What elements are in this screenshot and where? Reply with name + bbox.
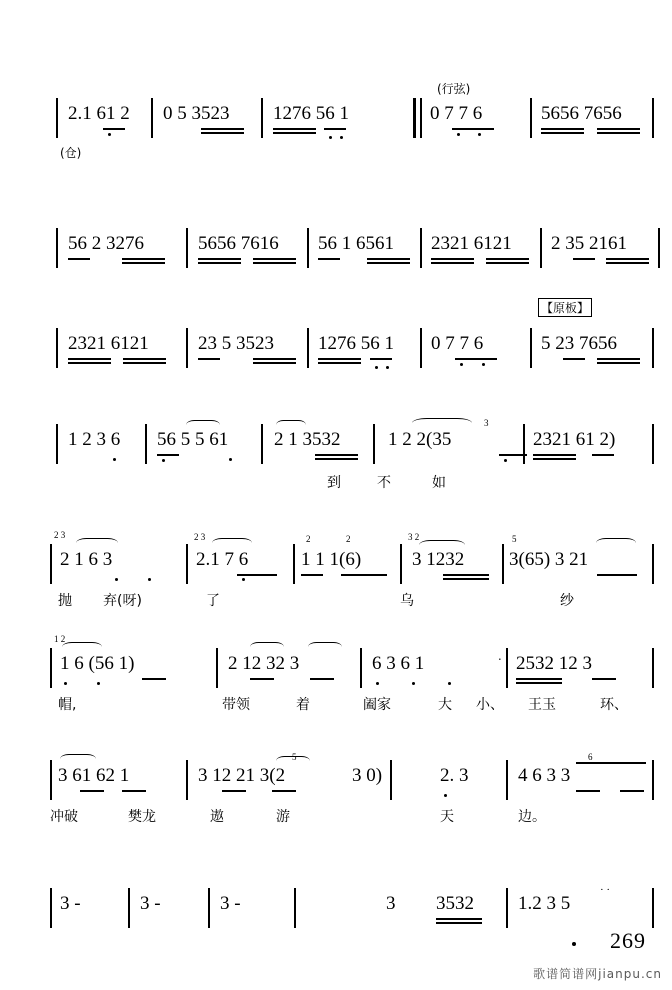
beam bbox=[201, 132, 244, 134]
lyric-syllable: 到 bbox=[327, 475, 341, 491]
barline bbox=[420, 98, 422, 138]
beam bbox=[80, 790, 104, 792]
music-system-4 bbox=[0, 418, 672, 498]
triplet-marker: 3 bbox=[484, 418, 489, 428]
lyric-syllable: 王玉 bbox=[528, 697, 556, 713]
beam bbox=[324, 128, 346, 130]
beam bbox=[198, 262, 241, 264]
beam bbox=[341, 574, 387, 576]
grace-note: 3 2 bbox=[408, 532, 420, 542]
slur bbox=[212, 538, 252, 548]
beam bbox=[592, 678, 616, 680]
barline bbox=[523, 424, 525, 464]
note-dot bbox=[444, 794, 447, 797]
lyric-syllable: 乌 bbox=[400, 593, 414, 609]
slur bbox=[186, 420, 220, 430]
slur bbox=[412, 418, 472, 428]
music-system-1 bbox=[0, 82, 672, 162]
beam bbox=[68, 258, 90, 260]
quintuplet-marker: 5 bbox=[292, 752, 297, 762]
beam bbox=[486, 258, 529, 260]
barline bbox=[307, 228, 309, 268]
beam bbox=[253, 362, 296, 364]
beam bbox=[310, 678, 334, 680]
lyric-syllable: 帽, bbox=[58, 697, 77, 713]
beam bbox=[253, 258, 296, 260]
beam bbox=[367, 258, 410, 260]
measure-note-group: 2 1 3532 bbox=[274, 429, 341, 450]
barline bbox=[293, 544, 295, 584]
grace-note: 2 3 bbox=[54, 530, 66, 540]
note-dot bbox=[482, 363, 485, 366]
barline bbox=[652, 760, 654, 800]
beam bbox=[122, 790, 146, 792]
measure-note-group: 3 - bbox=[60, 893, 81, 914]
watermark bbox=[533, 965, 662, 982]
measure-note-group: 3532 bbox=[436, 893, 474, 914]
lyric-syllable: 阖家 bbox=[363, 697, 391, 713]
measure-note-group: 5656 7616 bbox=[198, 233, 279, 254]
measure-note-group: 2 35 2161 bbox=[551, 233, 627, 254]
barline bbox=[658, 228, 660, 268]
beam bbox=[436, 922, 482, 924]
barline bbox=[307, 328, 309, 368]
beam bbox=[452, 128, 494, 130]
quintuplet-marker: 5 bbox=[512, 534, 517, 544]
beam bbox=[431, 258, 474, 260]
measure-note-group: 5656 7656 bbox=[541, 103, 622, 124]
beam bbox=[142, 678, 166, 680]
beam bbox=[576, 762, 646, 764]
beam bbox=[301, 574, 323, 576]
barline bbox=[50, 888, 52, 928]
barline bbox=[400, 544, 402, 584]
lyric-syllable: 天 bbox=[440, 809, 454, 825]
lyric-syllable: 樊龙 bbox=[128, 809, 156, 825]
measure-note-group: 2532 12 3 bbox=[516, 653, 592, 674]
beam bbox=[122, 258, 165, 260]
beam bbox=[315, 458, 358, 460]
beam bbox=[597, 362, 640, 364]
barline bbox=[50, 544, 52, 584]
beam bbox=[597, 358, 640, 360]
measure-note-group: 0 7 7 6 bbox=[430, 103, 483, 124]
note-dot bbox=[108, 133, 111, 136]
beam bbox=[122, 262, 165, 264]
beam bbox=[443, 578, 489, 580]
measure-note-group: 2 12 32 3 bbox=[228, 653, 300, 674]
measure-note-group: 1 6 (56 1) bbox=[60, 653, 135, 674]
note-dot bbox=[340, 136, 343, 139]
measure-note-group: 2321 61 2) bbox=[533, 429, 616, 450]
measure-note-group: 1276 56 1 bbox=[318, 333, 394, 354]
measure-note-group: 2321 6121 bbox=[68, 333, 149, 354]
note-dot bbox=[115, 578, 118, 581]
beam bbox=[237, 574, 277, 576]
barline bbox=[540, 228, 542, 268]
beam bbox=[563, 358, 585, 360]
beam bbox=[541, 132, 584, 134]
barline bbox=[56, 228, 58, 268]
measure-note-group: 56 5 5 61 bbox=[157, 429, 229, 450]
barline bbox=[652, 98, 654, 138]
barline bbox=[530, 328, 532, 368]
beam bbox=[123, 358, 166, 360]
music-system-6 bbox=[0, 634, 672, 720]
slur bbox=[276, 756, 310, 766]
lyric-syllable: 着 bbox=[296, 697, 310, 713]
barline bbox=[186, 228, 188, 268]
beam bbox=[318, 258, 340, 260]
barline bbox=[294, 888, 296, 928]
note-dot bbox=[375, 366, 378, 369]
staccato-marks: · · bbox=[600, 884, 611, 896]
note-dot bbox=[242, 578, 245, 581]
beam bbox=[315, 454, 358, 456]
slur bbox=[62, 642, 102, 652]
measure-note-group: 5 23 7656 bbox=[541, 333, 617, 354]
beam bbox=[592, 454, 614, 456]
barline bbox=[50, 760, 52, 800]
beam bbox=[253, 262, 296, 264]
note-dot bbox=[329, 136, 332, 139]
beam bbox=[370, 358, 392, 360]
barline-repeat bbox=[413, 98, 416, 138]
beam bbox=[201, 128, 244, 130]
music-system-3 bbox=[0, 301, 672, 382]
lyric-syllable: 大 bbox=[438, 697, 452, 713]
measure-note-group: 2.1 61 2 bbox=[68, 103, 130, 124]
beam bbox=[250, 678, 274, 680]
slur bbox=[76, 538, 118, 548]
lyric-syllable: 如 bbox=[432, 475, 446, 491]
measure-note-group: 2 1 6 3 bbox=[60, 549, 113, 570]
beam bbox=[576, 790, 600, 792]
barline bbox=[128, 888, 130, 928]
beam bbox=[597, 132, 640, 134]
note-dot bbox=[504, 459, 507, 462]
barline bbox=[261, 98, 263, 138]
note-dot bbox=[412, 682, 415, 685]
beam bbox=[533, 454, 576, 456]
barline bbox=[652, 424, 654, 464]
note-dot bbox=[376, 682, 379, 685]
barline bbox=[502, 544, 504, 584]
slur bbox=[60, 754, 96, 764]
beam bbox=[318, 358, 361, 360]
measure-note-group: 23 5 3523 bbox=[198, 333, 274, 354]
note-dot bbox=[229, 458, 232, 461]
slur bbox=[308, 642, 342, 652]
lyric-syllable: 不 bbox=[377, 475, 391, 491]
note-dot bbox=[97, 682, 100, 685]
note-dot bbox=[460, 363, 463, 366]
lyric-syllable: 边。 bbox=[518, 809, 546, 825]
beam bbox=[367, 262, 410, 264]
beam bbox=[573, 258, 595, 260]
lyric-syllable: 环、 bbox=[600, 697, 628, 713]
measure-note-group: 3 bbox=[386, 893, 396, 914]
lyric-syllable: 小、 bbox=[476, 697, 504, 713]
measure-note-group: 4 6 3 3 bbox=[518, 765, 571, 786]
measure-note-group: 1.2 3 5 bbox=[518, 893, 571, 914]
barline bbox=[506, 648, 508, 688]
barline bbox=[216, 648, 218, 688]
beam bbox=[222, 790, 246, 792]
beam bbox=[68, 362, 111, 364]
measure-note-group: 3(65) 3 21 bbox=[509, 549, 589, 570]
note-dot bbox=[148, 578, 151, 581]
barline bbox=[652, 544, 654, 584]
beam bbox=[103, 128, 125, 130]
note-dot bbox=[457, 133, 460, 136]
beam bbox=[273, 128, 316, 130]
note-dot bbox=[448, 682, 451, 685]
barline bbox=[186, 760, 188, 800]
lyric-syllable: 带领 bbox=[222, 697, 250, 713]
lyric-syllable: 冲破 bbox=[50, 809, 78, 825]
annotation-yuanban: 【原板】 bbox=[538, 298, 592, 317]
measure-note-group: 56 1 6561 bbox=[318, 233, 394, 254]
beam bbox=[123, 362, 166, 364]
measure-note-group: 3 - bbox=[220, 893, 241, 914]
beam bbox=[431, 262, 474, 264]
barline bbox=[652, 888, 654, 928]
beam bbox=[443, 574, 489, 576]
measure-note-group: 2.1 7 6 bbox=[196, 549, 249, 570]
beam bbox=[597, 574, 637, 576]
measure-note-group: 2. 3 bbox=[440, 765, 469, 786]
beam bbox=[541, 128, 584, 130]
beam bbox=[455, 358, 497, 360]
beam bbox=[272, 790, 296, 792]
annotation-cang: (仓) bbox=[60, 146, 82, 160]
measure-note-group: 56 2 3276 bbox=[68, 233, 144, 254]
grace-note: 1 2 bbox=[54, 634, 66, 644]
slur bbox=[250, 642, 284, 652]
measure-note-group: 6 3 6 1 bbox=[372, 653, 425, 674]
note-dot bbox=[162, 459, 165, 462]
watermark-text: 歌谱简谱网jianpu.cn bbox=[533, 967, 662, 981]
music-system-2 bbox=[0, 222, 672, 282]
note-dot bbox=[64, 682, 67, 685]
barline bbox=[56, 424, 58, 464]
lyric-syllable: 弃(呀) bbox=[103, 593, 142, 609]
barline bbox=[652, 648, 654, 688]
barline bbox=[360, 648, 362, 688]
barline bbox=[151, 98, 153, 138]
beam bbox=[436, 918, 482, 920]
duplet-marker: 2 bbox=[306, 534, 311, 544]
duplet-marker: 2 bbox=[346, 534, 351, 544]
beam bbox=[273, 132, 316, 134]
barline bbox=[506, 760, 508, 800]
barline bbox=[261, 424, 263, 464]
slur bbox=[596, 538, 636, 548]
breath-mark: ․ bbox=[498, 651, 502, 663]
measure-note-group: 1 1 1(6) bbox=[301, 549, 362, 570]
sextuplet-marker: 6 bbox=[588, 752, 593, 762]
music-system-5 bbox=[0, 530, 672, 616]
music-system-7 bbox=[0, 746, 672, 832]
lyric-syllable: 了 bbox=[206, 593, 220, 609]
beam bbox=[516, 678, 562, 680]
page-number: 269 bbox=[610, 928, 646, 953]
measure-note-group: 2321 6121 bbox=[431, 233, 512, 254]
barline bbox=[145, 424, 147, 464]
beam bbox=[606, 262, 649, 264]
barline bbox=[186, 328, 188, 368]
beam bbox=[606, 258, 649, 260]
beam bbox=[318, 362, 361, 364]
measure-note-group: 1 2 3 6 bbox=[68, 429, 121, 450]
barline bbox=[186, 544, 188, 584]
barline bbox=[56, 98, 58, 138]
measure-note-group: 0 5 3523 bbox=[163, 103, 230, 124]
note-dot bbox=[386, 366, 389, 369]
beam bbox=[68, 358, 111, 360]
measure-note-group: 3 0) bbox=[352, 765, 383, 786]
slur bbox=[276, 420, 306, 430]
beam bbox=[516, 682, 562, 684]
lyric-syllable: 抛 bbox=[58, 593, 72, 609]
measure-note-group: 3 12 21 3(2 bbox=[198, 765, 286, 786]
annotation-xingxian: (行弦) bbox=[437, 82, 471, 96]
page-number-dot bbox=[572, 942, 576, 946]
beam bbox=[198, 358, 220, 360]
barline bbox=[652, 328, 654, 368]
barline bbox=[420, 328, 422, 368]
measure-note-group: 1276 56 1 bbox=[273, 103, 349, 124]
barline bbox=[208, 888, 210, 928]
barline bbox=[530, 98, 532, 138]
measure-note-group: 3 - bbox=[140, 893, 161, 914]
measure-note-group: 0 7 7 6 bbox=[431, 333, 484, 354]
barline bbox=[50, 648, 52, 688]
beam bbox=[157, 454, 179, 456]
beam bbox=[486, 262, 529, 264]
measure-note-group: 1 2 2(35 bbox=[388, 429, 452, 450]
barline bbox=[56, 328, 58, 368]
beam bbox=[253, 358, 296, 360]
grace-note: 2 3 bbox=[194, 532, 206, 542]
music-system-8 bbox=[0, 880, 672, 940]
beam bbox=[533, 458, 576, 460]
barline bbox=[390, 760, 392, 800]
barline bbox=[420, 228, 422, 268]
note-dot bbox=[478, 133, 481, 136]
lyric-syllable: 遨 bbox=[210, 809, 224, 825]
beam bbox=[198, 258, 241, 260]
measure-note-group: 3 61 62 1 bbox=[58, 765, 130, 786]
barline bbox=[373, 424, 375, 464]
beam bbox=[620, 790, 644, 792]
measure-note-group: 3 1232 bbox=[412, 549, 465, 570]
barline bbox=[506, 888, 508, 928]
note-dot bbox=[113, 458, 116, 461]
beam bbox=[597, 128, 640, 130]
lyric-syllable: 游 bbox=[276, 809, 290, 825]
lyric-syllable: 纱 bbox=[560, 593, 574, 609]
